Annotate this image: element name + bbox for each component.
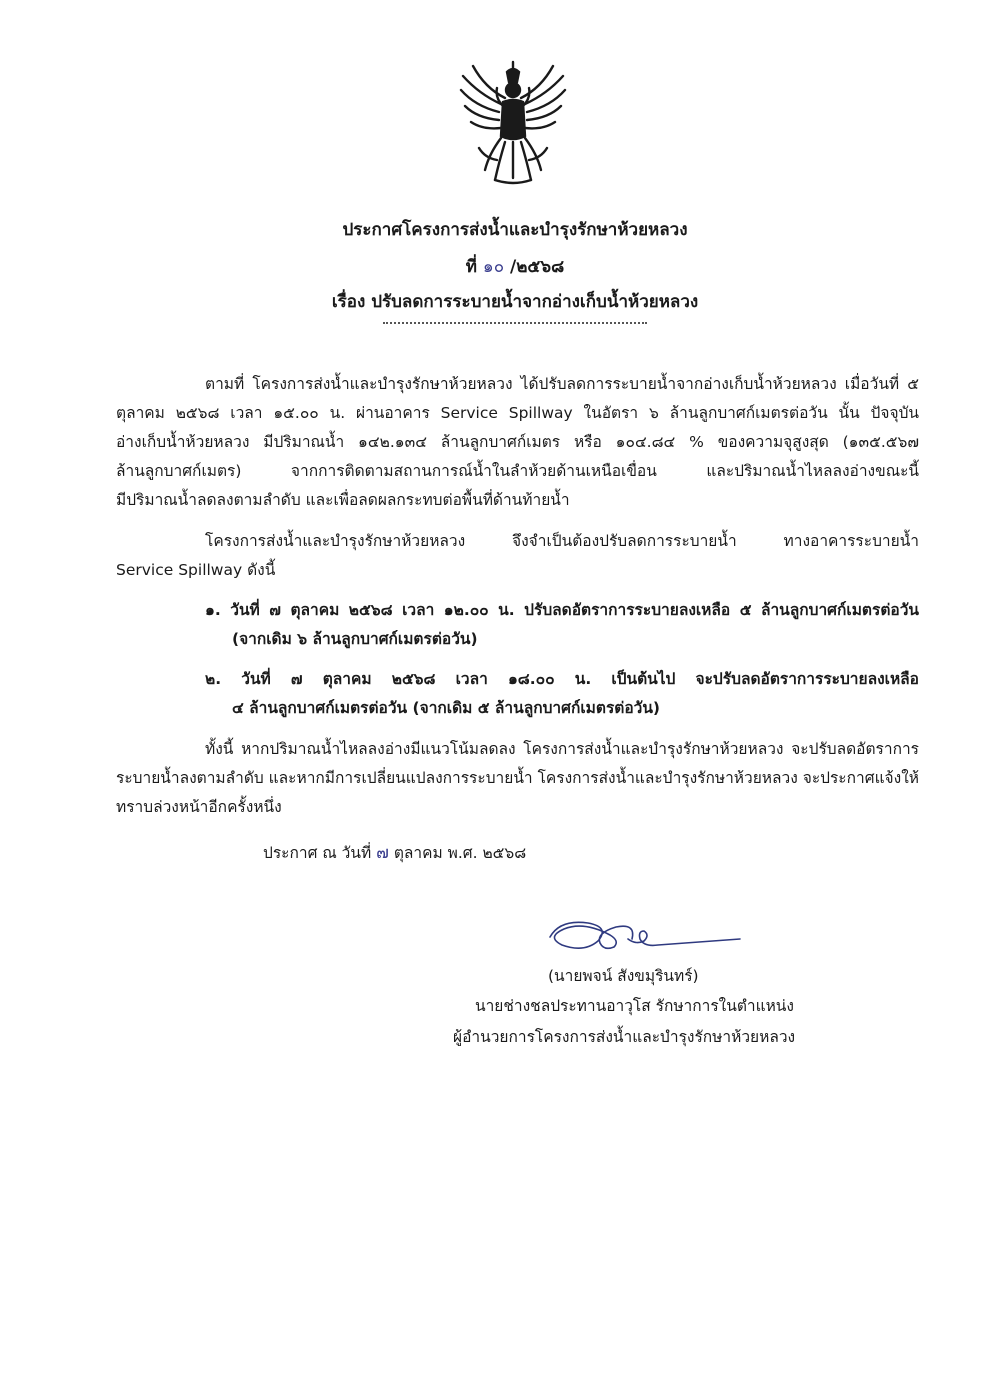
para3-line-3: ทราบล่วงหน้าอีกครั้งหนึ่ง bbox=[116, 798, 282, 816]
handwritten-day: ๗ bbox=[376, 843, 389, 863]
garuda-emblem-icon bbox=[455, 58, 571, 188]
announcement-number bbox=[0, 253, 1000, 280]
para1-line-5: มีปริมาณน้ำลดลงตามลำดับ และเพื่อลดผลกระทบต่อพื้นที่ด้านท้ายน้ำ bbox=[116, 491, 570, 509]
document-title: ประกาศโครงการส่งน้ำและบำรุงรักษาห้วยหลวง bbox=[342, 220, 688, 240]
para1-line-1: ตามที่ โครงการส่งน้ำและบำรุงรักษาห้วยหลวง ได้ปรับลดการระบายน้ำจากอ่างเก็บน้ำห้วยหลวง เมื่อวันที่ ๕ bbox=[205, 375, 919, 393]
signer-position-2: ผู้อำนวยการโครงการส่งน้ำและบำรุงรักษาห้วยหลวง bbox=[453, 1028, 796, 1046]
number-suffix: /๒๕๖๘ bbox=[510, 257, 565, 277]
announce-prefix: ประกาศ ณ วันที่ bbox=[263, 844, 372, 862]
announce-suffix: ตุลาคม พ.ศ. ๒๕๖๘ bbox=[393, 844, 527, 862]
signer-name: (นายพจน์ สังขมุรินทร์) bbox=[548, 967, 699, 985]
number-prefix: ที่ bbox=[465, 257, 477, 277]
item-1-line-2: (จากเดิม ๖ ล้านลูกบาศก์เมตรต่อวัน) bbox=[232, 630, 478, 648]
para1-line-4: ล้านลูกบาศก์เมตร) จากการติดตามสถานการณ์น้ำในลำห้วยด้านเหนือเขื่อน และปริมาณน้ำไหลลงอ่างขณะนี้ bbox=[116, 462, 919, 480]
dotted-divider bbox=[383, 322, 647, 324]
announce-date bbox=[263, 843, 526, 863]
para1-line-3: อ่างเก็บน้ำห้วยหลวง มีปริมาณน้ำ ๑๔๒.๑๓๔ ล้านลูกบาศก์เมตร หรือ ๑๐๔.๘๔ % ของความจุสูงสุด (๑๓๕.๕๖๗ bbox=[116, 433, 919, 451]
item-1-line-1: ๑. วันที่ ๗ ตุลาคม ๒๕๖๘ เวลา ๑๒.๐๐ น. ปรับลดอัตราการระบายลงเหลือ ๕ ล้านลูกบาศก์เมตรต่อวัน bbox=[205, 601, 919, 619]
item-2-line-1: ๒. วันที่ ๗ ตุลาคม ๒๕๖๘ เวลา ๑๘.๐๐ น. เป็นต้นไป จะปรับลดอัตราการระบายลงเหลือ bbox=[205, 670, 919, 688]
item-2-line-2: ๔ ล้านลูกบาศก์เมตรต่อวัน (จากเดิม ๕ ล้านลูกบาศก์เมตรต่อวัน) bbox=[232, 699, 661, 717]
document-subject: เรื่อง ปรับลดการระบายน้ำจากอ่างเก็บน้ำห้วยหลวง bbox=[331, 292, 699, 312]
para2-line-1: โครงการส่งน้ำและบำรุงรักษาห้วยหลวง จึงจำเป็นต้องปรับลดการระบายน้ำ ทางอาคารระบายน้ำ bbox=[205, 532, 919, 550]
signature-scribble-icon bbox=[540, 905, 750, 965]
para3-line-2: ระบายน้ำลงตามลำดับ และหากมีการเปลี่ยนแปลงการระบายน้ำ โครงการส่งน้ำและบำรุงรักษาห้วยหลวง จะประกาศแจ้งให้ bbox=[116, 769, 919, 787]
para3-line-1: ทั้งนี้ หากปริมาณน้ำไหลลงอ่างมีแนวโน้มลดลง โครงการส่งน้ำและบำรุงรักษาห้วยหลวง จะปรับลดอัตราการ bbox=[205, 740, 919, 758]
para1-line-2: ตุลาคม ๒๕๖๘ เวลา ๑๕.๐๐ น. ผ่านอาคาร Service Spillway ในอัตรา ๖ ล้านลูกบาศก์เมตรต่อวัน นั้น ปัจจุบัน bbox=[116, 404, 919, 422]
signer-position: นายช่างชลประทานอาวุโส รักษาการในตำแหน่ง bbox=[475, 997, 794, 1015]
handwritten-number: ๑๐ bbox=[482, 257, 505, 277]
para2-line-2: Service Spillway ดังนี้ bbox=[116, 561, 276, 579]
